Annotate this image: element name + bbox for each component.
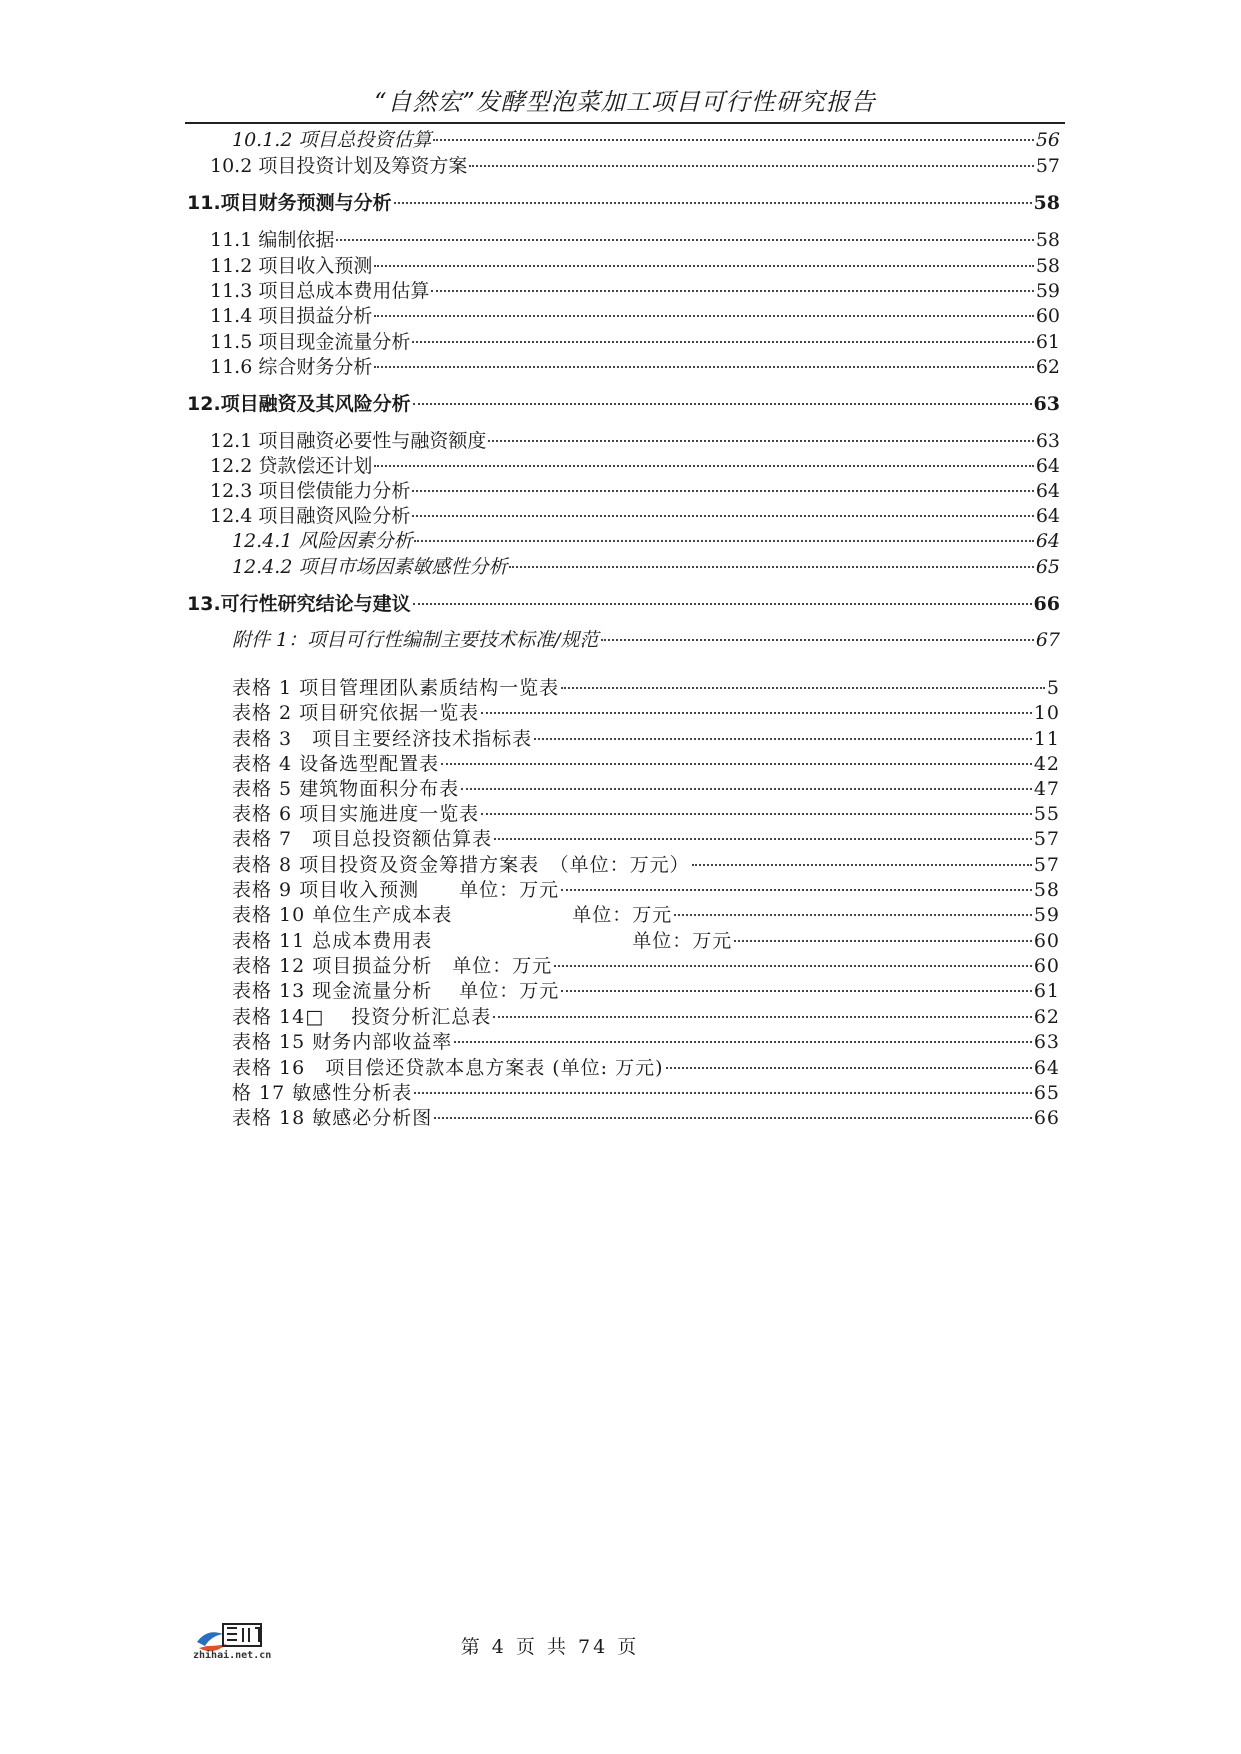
toc-dot-leader	[413, 403, 1032, 405]
toc-entry-page: 64	[1035, 530, 1060, 552]
toc-dot-leader	[561, 687, 1045, 689]
toc-dot-leader	[374, 366, 1033, 368]
toc-entry[interactable]	[210, 355, 1060, 379]
toc-entry[interactable]	[232, 676, 1060, 700]
toc-entry-page: 64	[1035, 505, 1060, 527]
page-number: 第 4 页 共 74 页	[460, 1636, 640, 1658]
toc-dot-leader	[561, 889, 1032, 891]
toc-dot-leader	[374, 265, 1033, 267]
toc-entry-page: 60	[1033, 930, 1060, 952]
toc-entry[interactable]	[232, 802, 1060, 826]
toc-dot-leader	[412, 341, 1033, 343]
toc-entry-page: 62	[1035, 356, 1060, 378]
toc-entry-page: 58	[1035, 255, 1060, 277]
toc-entry-label: 12.项目融资及其风险分析	[187, 393, 411, 415]
toc-dot-leader	[692, 864, 1032, 866]
toc-entry[interactable]	[232, 727, 1060, 751]
toc-entry-page: 66	[1033, 1107, 1060, 1129]
toc-entry-label: 表格 9 项目收入预测 单位：万元	[232, 879, 560, 901]
toc-dot-leader	[394, 202, 1032, 204]
toc-entry-page: 60	[1035, 305, 1060, 327]
toc-entry-label: 表格 16 项目偿还贷款本息方案表 (单位: 万元)	[232, 1057, 664, 1079]
toc-entry[interactable]	[210, 254, 1060, 278]
toc-dot-leader	[666, 1067, 1032, 1069]
toc-entry-page: 61	[1035, 331, 1060, 353]
toc-dot-leader	[561, 990, 1032, 992]
toc-dot-leader	[374, 315, 1033, 317]
toc-entry[interactable]	[232, 777, 1060, 801]
toc-entry-label: 11.6 综合财务分析	[210, 356, 373, 378]
toc-entry-page: 58	[1033, 192, 1060, 214]
toc-entry-page: 59	[1033, 904, 1060, 926]
toc-entry-label: 表格 15 财务内部收益率	[232, 1031, 453, 1053]
toc-entry[interactable]	[232, 1005, 1060, 1029]
toc-entry-page: 5	[1046, 677, 1060, 699]
toc-entry[interactable]	[232, 853, 1060, 877]
toc-entry-label: 表格 3 项目主要经济技术指标表	[232, 728, 533, 750]
toc-entry-label: 表格 5 建筑物面积分布表	[232, 778, 460, 800]
toc-dot-leader	[413, 603, 1032, 605]
toc-entry-label: 表格 18 敏感必分析图	[232, 1107, 433, 1129]
toc-entry-page: 67	[1035, 629, 1060, 651]
toc-dot-leader	[336, 239, 1033, 241]
toc-entry-page: 55	[1033, 803, 1060, 825]
toc-entry-label: 表格 2 项目研究依据一览表	[232, 702, 480, 724]
toc-entry[interactable]	[187, 191, 1060, 215]
toc-entry-page: 65	[1033, 1082, 1060, 1104]
toc-entry-label: 13.可行性研究结论与建议	[187, 593, 411, 615]
toc-dot-leader	[414, 540, 1033, 542]
toc-entry-label: 表格 14□ 投资分析汇总表	[232, 1006, 492, 1028]
toc-dot-leader	[454, 1041, 1032, 1043]
toc-entry[interactable]	[232, 128, 1060, 152]
toc-entry-page: 59	[1035, 280, 1060, 302]
toc-entry-page: 58	[1033, 879, 1060, 901]
toc-dot-leader	[414, 1092, 1032, 1094]
toc-entry-label: 表格 8 项目投资及资金筹措方案表 （单位：万元）	[232, 854, 690, 876]
toc-entry-label: 表格 13 现金流量分析 单位：万元	[232, 980, 560, 1002]
toc-dot-leader	[481, 813, 1032, 815]
toc-dot-leader	[441, 763, 1032, 765]
toc-entry[interactable]	[210, 279, 1060, 303]
toc-entry-page: 64	[1035, 480, 1060, 502]
header-divider	[185, 122, 1065, 124]
toc-dot-leader	[534, 738, 1032, 740]
toc-entry[interactable]	[232, 954, 1060, 978]
toc-dot-leader	[674, 914, 1032, 916]
toc-entry[interactable]	[187, 592, 1060, 616]
toc-entry-page: 58	[1035, 229, 1060, 251]
toc-entry-page: 64	[1033, 1057, 1060, 1079]
toc-entry-page: 64	[1035, 455, 1060, 477]
toc-dot-leader	[374, 465, 1033, 467]
toc-dot-leader	[469, 165, 1033, 167]
toc-dot-leader	[412, 515, 1033, 517]
toc-entry-page: 11	[1033, 728, 1060, 750]
toc-entry[interactable]	[232, 1106, 1060, 1130]
toc-entry-page: 57	[1035, 155, 1060, 177]
toc-entry[interactable]	[232, 1081, 1060, 1105]
toc-dot-leader	[493, 1016, 1032, 1018]
toc-entry-page: 62	[1033, 1006, 1060, 1028]
toc-dot-leader	[554, 965, 1032, 967]
toc-entry-page: 65	[1035, 556, 1060, 578]
toc-entry-label: 10.2 项目投资计划及筹资方案	[210, 155, 468, 177]
toc-entry-page: 57	[1033, 854, 1060, 876]
toc-entry-label: 表格 10 单位生产成本表 单位：万元	[232, 904, 673, 926]
toc-dot-leader	[434, 1117, 1032, 1119]
toc-entry[interactable]	[232, 752, 1060, 776]
toc-entry-page: 47	[1033, 778, 1060, 800]
toc-dot-leader	[412, 490, 1033, 492]
toc-entry-label: 11.1 编制依据	[210, 229, 335, 251]
toc-entry[interactable]	[210, 454, 1060, 478]
toc-entry-page: 63	[1035, 430, 1060, 452]
toc-entry-page: 60	[1033, 955, 1060, 977]
toc-entry[interactable]	[232, 878, 1060, 902]
toc-entry[interactable]	[232, 827, 1060, 851]
toc-entry[interactable]	[210, 330, 1060, 354]
logo-url-text: zhihai.net.cn	[193, 1650, 272, 1661]
toc-entry-page: 56	[1035, 129, 1060, 151]
toc-entry-label: 11.4 项目损益分析	[210, 305, 373, 327]
toc-dot-leader	[461, 788, 1032, 790]
toc-entry-label: 12.4.2 项目市场因素敏感性分析	[232, 556, 508, 578]
toc-dot-leader	[431, 290, 1033, 292]
toc-entry-label: 表格 11 总成本费用表 单位：万元	[232, 930, 733, 952]
toc-entry-label: 12.1 项目融资必要性与融资额度	[210, 430, 487, 452]
toc-entry[interactable]	[187, 392, 1060, 416]
toc-entry-page: 57	[1033, 828, 1060, 850]
toc-entry[interactable]	[210, 504, 1060, 528]
toc-entry[interactable]	[210, 479, 1060, 503]
toc-entry-label: 12.4.1 风险因素分析	[232, 530, 413, 552]
toc-entry-label: 12.3 项目偿债能力分析	[210, 480, 411, 502]
toc-entry[interactable]	[232, 903, 1060, 927]
toc-entry-label: 附件 1：项目可行性编制主要技术标准/规范	[232, 629, 599, 651]
toc-entry[interactable]	[210, 429, 1060, 453]
toc-entry-page: 10	[1033, 702, 1060, 724]
toc-entry-label: 12.2 贷款偿还计划	[210, 455, 373, 477]
toc-dot-leader	[509, 566, 1033, 568]
toc-entry-label: 表格 4 设备选型配置表	[232, 753, 440, 775]
toc-entry-label: 表格 7 项目总投资额估算表	[232, 828, 493, 850]
toc-dot-leader	[494, 838, 1032, 840]
toc-entry-page: 61	[1033, 980, 1060, 1002]
toc-entry[interactable]	[210, 228, 1060, 252]
toc-entry[interactable]	[232, 1056, 1060, 1080]
toc-entry-label: 11.3 项目总成本费用估算	[210, 280, 430, 302]
toc-entry-label: 表格 1 项目管理团队素质结构一览表	[232, 677, 560, 699]
toc-entry-page: 63	[1033, 393, 1060, 415]
toc-entry[interactable]	[232, 979, 1060, 1003]
toc-entry-label: 12.4 项目融资风险分析	[210, 505, 411, 527]
toc-entry-page: 42	[1033, 753, 1060, 775]
toc-entry-label: 10.1.2 项目总投资估算	[232, 129, 432, 151]
toc-entry-label: 表格 12 项目损益分析 单位：万元	[232, 955, 553, 977]
toc-entry-page: 63	[1033, 1031, 1060, 1053]
toc-entry[interactable]	[232, 1030, 1060, 1054]
page-header-title: “自然宏”发酵型泡菜加工项目可行性研究报告	[374, 88, 876, 116]
toc-entry-label: 表格 6 项目实施进度一览表	[232, 803, 480, 825]
toc-dot-leader	[734, 940, 1032, 942]
toc-entry[interactable]	[210, 154, 1060, 178]
toc-entry[interactable]	[232, 529, 1060, 553]
toc-entry-label: 11.5 项目现金流量分析	[210, 331, 411, 353]
toc-entry-page: 66	[1033, 593, 1060, 615]
toc-dot-leader	[433, 139, 1033, 141]
toc-entry[interactable]	[210, 304, 1060, 328]
toc-entry-label: 11.项目财务预测与分析	[187, 192, 392, 214]
toc-entry[interactable]	[232, 929, 1060, 953]
toc-dot-leader	[601, 639, 1034, 641]
toc-entry[interactable]	[232, 555, 1060, 579]
toc-entry-label: 11.2 项目收入预测	[210, 255, 373, 277]
toc-entry[interactable]	[232, 628, 1060, 652]
toc-dot-leader	[488, 440, 1033, 442]
toc-entry[interactable]	[232, 701, 1060, 725]
toc-entry-label: 格 17 敏感性分析表	[232, 1082, 413, 1104]
toc-dot-leader	[481, 712, 1032, 714]
